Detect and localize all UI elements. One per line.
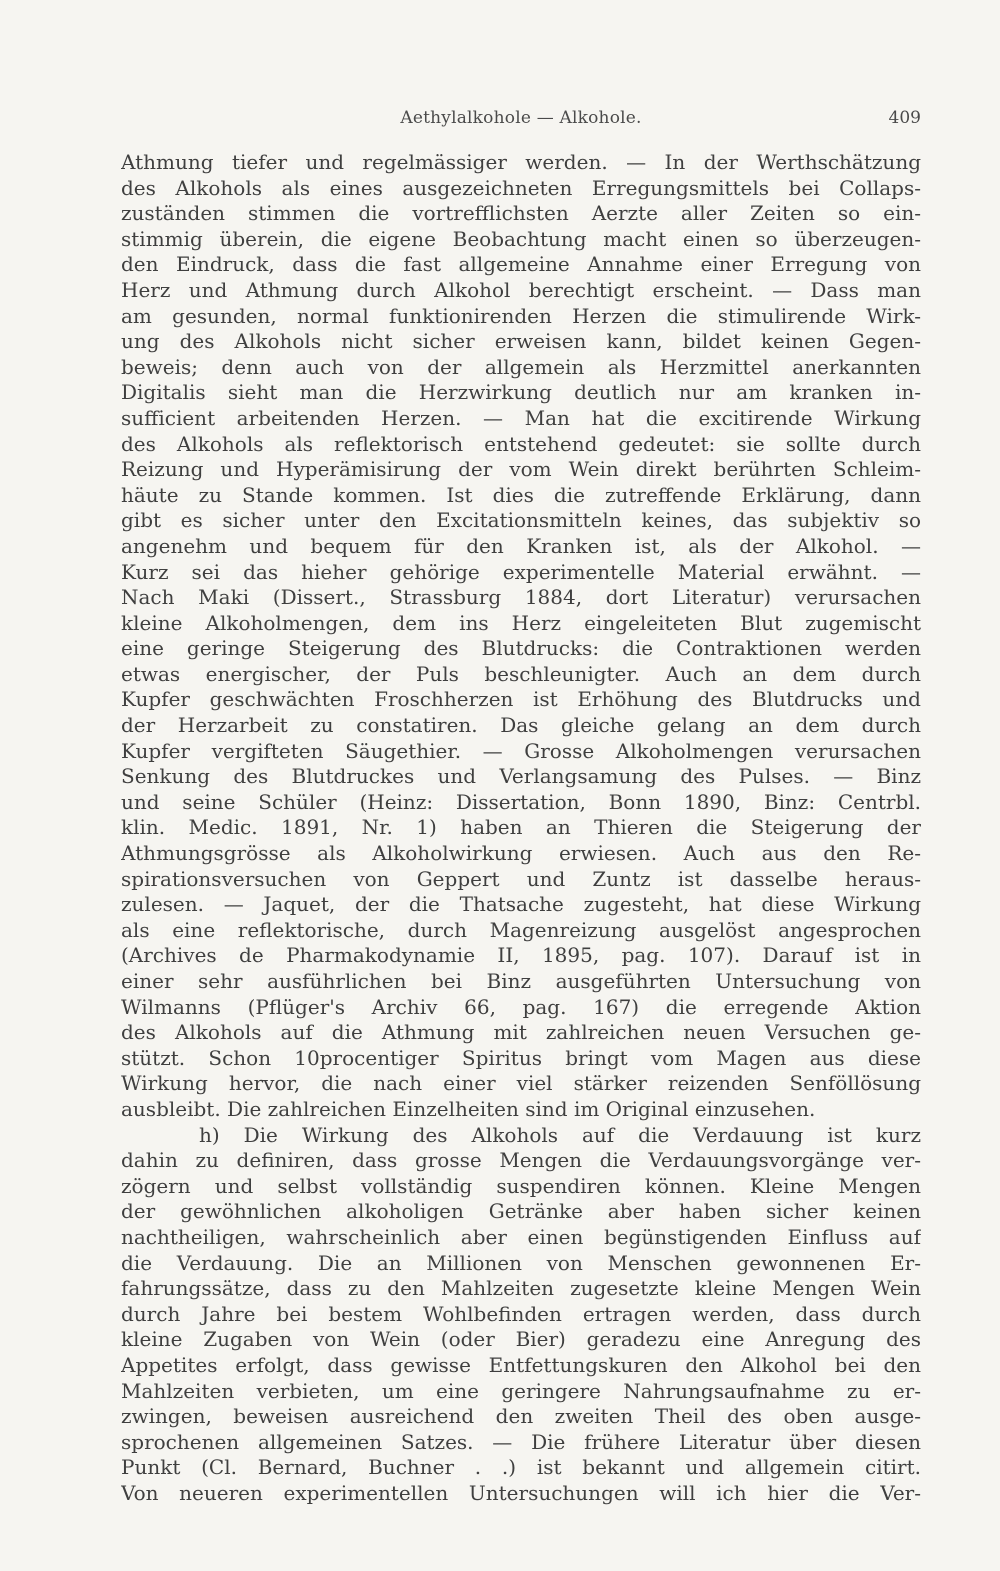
text-line: Reizung und Hyperämisirung der vom Wein direkt berührten Schleim-	[121, 457, 921, 482]
text-line: zuständen stimmen die vortrefflichsten Aerzte aller Zeiten so ein-	[121, 201, 921, 226]
text-line: am gesunden, normal funktionirenden Herzen die stimulirende Wirk-	[121, 303, 921, 328]
text-line: stimmig überein, die eigene Beobachtung macht einen so überzeugen-	[121, 226, 921, 251]
text-line: Kupfer vergifteten Säugethier. — Grosse Alkoholmengen verursachen	[121, 738, 921, 763]
text-line: ausbleibt. Die zahlreichen Einzelheiten sind im Original einzusehen.	[121, 1096, 816, 1121]
text-line: Athmung tiefer und regelmässiger werden. — In der Werthschätzung	[121, 150, 921, 174]
running-header	[121, 108, 921, 138]
text-line: dahin zu definiren, dass grosse Mengen die Verdauungsvorgänge ver-	[121, 1148, 921, 1173]
text-line: ung des Alkohols nicht sicher erweisen kann, bildet keinen Gegen-	[121, 329, 921, 354]
text-line: des Alkohols als reflektorisch entstehend gedeutet: sie sollte durch	[121, 431, 921, 456]
text-line: kleine Zugaben von Wein (oder Bier) geradezu eine Anregung des	[121, 1327, 921, 1352]
text-line: Appetites erfolgt, dass gewisse Entfettungskuren den Alkohol bei den	[121, 1352, 921, 1377]
text-line: der gewöhnlichen alkoholigen Getränke aber haben sicher keinen	[121, 1199, 921, 1224]
text-line: stützt. Schon 10procentiger Spiritus bringt vom Magen aus diese	[121, 1045, 921, 1070]
text-line: (Archives de Pharmakodynamie II, 1895, pag. 107). Darauf ist in	[121, 943, 921, 968]
text-line: häute zu Stande kommen. Ist dies die zutreffende Erklärung, dann	[121, 482, 921, 507]
text-line: Kupfer geschwächten Froschherzen ist Erhöhung des Blutdrucks und	[121, 687, 921, 712]
page-number: 409	[888, 108, 921, 128]
text-line: zwingen, beweisen ausreichend den zweiten Theil des oben ausge-	[121, 1404, 921, 1429]
text-line: gibt es sicher unter den Excitationsmitteln keines, das subjektiv so	[121, 508, 921, 533]
text-line: fahrungssätze, dass zu den Mahlzeiten zugesetzte kleine Mengen Wein	[121, 1276, 921, 1301]
text-line: einer sehr ausführlichen bei Binz ausgeführten Untersuchung von	[121, 969, 921, 993]
text-line: Punkt (Cl. Bernard, Buchner . .) ist bekannt und allgemein citirt.	[121, 1455, 921, 1480]
text-line: Mahlzeiten verbieten, um eine geringere Nahrungsaufnahme zu er-	[121, 1378, 921, 1403]
text-line: nachtheiligen, wahrscheinlich aber einen begünstigenden Einfluss auf	[121, 1224, 921, 1249]
text-line: Athmungsgrösse als Alkoholwirkung erwiesen. Auch aus den Re-	[121, 841, 921, 866]
text-line: Wirkung hervor, die nach einer viel stärker reizenden Senföllösung	[121, 1071, 921, 1096]
body-text	[121, 150, 921, 1506]
text-line: Nach Maki (Dissert., Strassburg 1884, dort Literatur) verursachen	[121, 585, 921, 610]
text-line: Kurz sei das hieher gehörige experimentelle Material erwähnt. —	[121, 559, 921, 584]
text-line: den Eindruck, dass die fast allgemeine Annahme einer Erregung von	[121, 252, 921, 277]
text-line: angenehm und bequem für den Kranken ist, als der Alkohol. —	[121, 533, 921, 558]
text-line: kleine Alkoholmengen, dem ins Herz eingeleiteten Blut zugemischt	[121, 610, 921, 635]
text-line: etwas energischer, der Puls beschleunigter. Auch an dem durch	[121, 661, 921, 686]
text-line: beweis; denn auch von der allgemein als Herzmittel anerkannten	[121, 354, 921, 379]
text-line: Digitalis sieht man die Herzwirkung deutlich nur am kranken in-	[121, 380, 921, 405]
text-line: sprochenen allgemeinen Satzes. — Die frühere Literatur über diesen	[121, 1429, 921, 1454]
text-line: Herz und Athmung durch Alkohol berechtigt erscheint. — Dass man	[121, 277, 921, 302]
text-line: des Alkohols als eines ausgezeichneten Erregungsmittels bei Collaps-	[121, 175, 921, 200]
text-line: spirationsversuchen von Geppert und Zuntz ist dasselbe heraus-	[121, 866, 921, 891]
text-line: klin. Medic. 1891, Nr. 1) haben an Thieren die Steigerung der	[121, 815, 921, 840]
text-line: Senkung des Blutdruckes und Verlangsamung des Pulses. — Binz	[121, 764, 921, 789]
text-line: und seine Schüler (Heinz: Dissertation, Bonn 1890, Binz: Centrbl.	[121, 789, 921, 814]
text-line: Wilmanns (Pflüger's Archiv 66, pag. 167) die erregende Aktion	[121, 994, 921, 1019]
text-line: der Herzarbeit zu constatiren. Das gleiche gelang an dem durch	[121, 713, 921, 738]
text-line: durch Jahre bei bestem Wohlbefinden ertragen werden, dass durch	[121, 1301, 921, 1326]
text-line: die Verdauung. Die an Millionen von Menschen gewonnenen Er-	[121, 1250, 921, 1275]
text-line: als eine reflektorische, durch Magenreizung ausgelöst angesprochen	[121, 917, 921, 942]
text-line: des Alkohols auf die Athmung mit zahlreichen neuen Versuchen ge-	[121, 1020, 921, 1045]
section-start-line: h) Die Wirkung des Alkohols auf die Verdauung ist kurz	[199, 1122, 921, 1147]
text-line: eine geringe Steigerung des Blutdrucks: die Contraktionen werden	[121, 636, 921, 661]
text-line: sufficient arbeitenden Herzen. — Man hat die excitirende Wirkung	[121, 405, 921, 430]
text-line: zögern und selbst vollständig suspendiren können. Kleine Mengen	[121, 1173, 921, 1198]
text-line: Von neueren experimentellen Untersuchungen will ich hier die Ver-	[121, 1480, 921, 1505]
text-line: zulesen. — Jaquet, der die Thatsache zugesteht, hat diese Wirkung	[121, 892, 921, 917]
running-title: Aethylalkohole — Alkohole.	[400, 108, 642, 128]
